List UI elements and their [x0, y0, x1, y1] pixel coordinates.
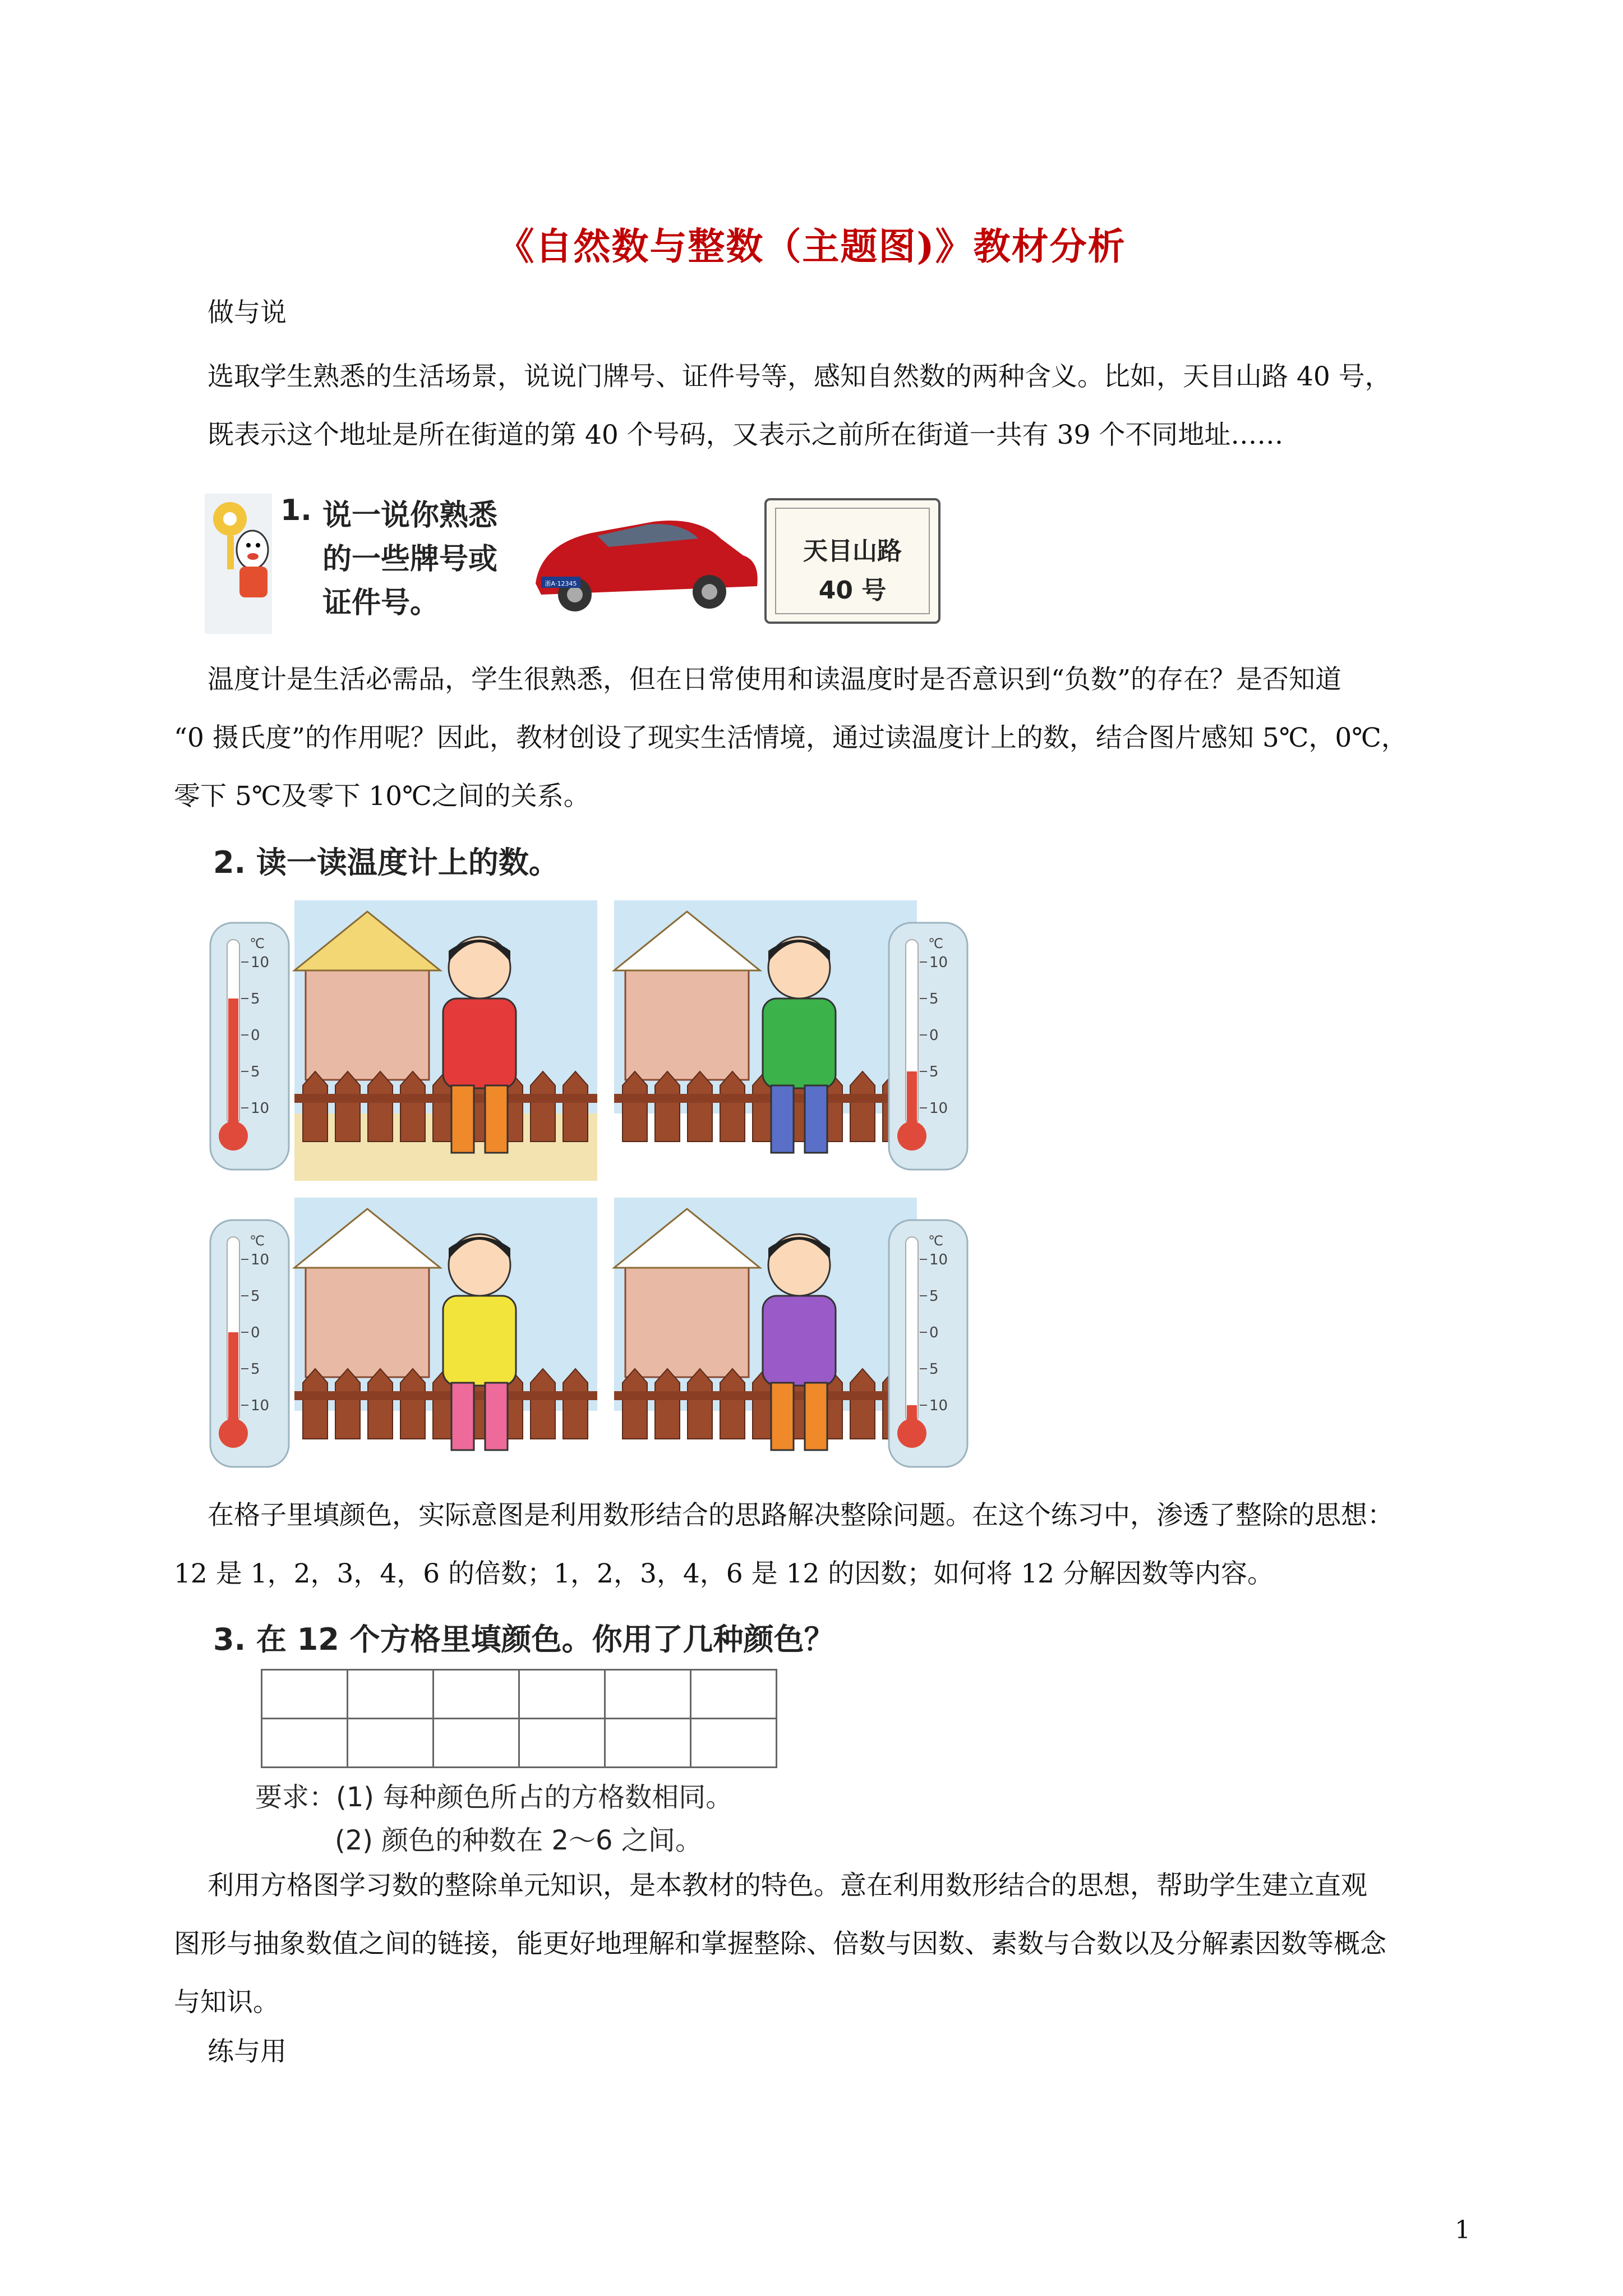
street-sign-line-2: 40 号	[818, 576, 887, 605]
figure-3-grid	[205, 1616, 850, 1857]
paragraph-1-line-1: 选取学生熟悉的生活场景，说说门牌号、证件号等，感知自然数的两种含义。比如，天目山路 40 号，	[208, 361, 1391, 392]
paragraph-4-line-3: 与知识。	[174, 1987, 279, 2018]
grid-row	[262, 1670, 777, 1719]
thermometer-4	[889, 1220, 967, 1467]
thermometer-tick-label: 5	[929, 1288, 939, 1305]
thermometer-bulb	[219, 1419, 248, 1448]
thermometer-tick-label: 10	[251, 1397, 270, 1414]
figure-2-thermometers	[205, 839, 990, 1478]
thermometer-unit: ℃	[928, 1233, 943, 1249]
figure-1-prompt	[322, 494, 497, 625]
child-coat	[443, 999, 516, 1088]
grid-cell[interactable]	[262, 1670, 348, 1719]
figure-2-heading: 2. 读一读温度计上的数。	[213, 845, 559, 880]
fence-post	[623, 1071, 647, 1142]
scene-3	[294, 1198, 597, 1478]
thermometer-tick-label: 10	[929, 1100, 948, 1117]
thermometer-tick-label: 0	[251, 1324, 260, 1341]
thermometer-bulb	[219, 1121, 248, 1151]
section-heading-do-and-say: 做与说	[208, 297, 287, 328]
child-leg	[451, 1383, 474, 1450]
paragraph-2	[174, 651, 1497, 826]
child-leg	[771, 1085, 794, 1153]
grid-cell[interactable]	[434, 1670, 519, 1719]
fence-post	[850, 1369, 875, 1439]
thermometer-bulb	[897, 1419, 926, 1448]
grid-cell[interactable]	[691, 1719, 777, 1768]
section-heading-practice: 练与用	[208, 2036, 287, 2067]
paragraph-2-line-2: “0 摄氏度”的作用呢？因此，教材创设了现实生活情境，通过读温度计上的数，结合图片感知 5℃，0℃，	[174, 723, 1408, 753]
thermometer-1	[210, 923, 289, 1170]
thermometer-tick-label: 5	[251, 1288, 260, 1305]
figure-1-prompt-line-1: 说一说你熟悉	[322, 499, 498, 532]
grid-cell[interactable]	[519, 1719, 605, 1768]
grid-cell[interactable]	[262, 1719, 348, 1768]
fence-post	[563, 1369, 588, 1439]
thermometer-tick-label: 10	[929, 1397, 948, 1414]
figure-2-scenes	[205, 895, 990, 1478]
page-number: 1	[1455, 2216, 1470, 2244]
grid-cell[interactable]	[605, 1719, 691, 1768]
thermometer-bulb	[897, 1121, 926, 1151]
thermometer-tick-label: 10	[251, 1100, 270, 1117]
figure-1-number: 1.	[280, 494, 312, 527]
thermometer-tick-label: 0	[929, 1324, 939, 1341]
grid-cell[interactable]	[348, 1670, 434, 1719]
fence-post	[368, 1071, 393, 1142]
fence-post	[303, 1071, 328, 1142]
thermometer-liquid	[907, 1071, 917, 1125]
thermometer-tick-label: 0	[251, 1027, 260, 1044]
grid-cell[interactable]	[605, 1670, 691, 1719]
house-icon	[306, 1265, 429, 1377]
thermometer-tick-label: 5	[251, 1361, 260, 1378]
requirement-2: (2) 颜色的种数在 2～6 之间。	[335, 1825, 702, 1856]
fence-rail	[614, 1094, 917, 1103]
paragraph-4-line-1: 利用方格图学习数的整除单元知识，是本教材的特色。意在利用数形结合的思想，帮助学生建立直观	[208, 1870, 1367, 1901]
paragraph-3	[174, 1487, 1497, 1603]
fence-post	[655, 1071, 680, 1142]
thermometer-unit: ℃	[250, 936, 265, 951]
page-title: 《自然数与整数（主题图)》教材分析	[497, 224, 1126, 268]
grid-cell[interactable]	[434, 1719, 519, 1768]
street-sign-text	[766, 532, 939, 610]
fence-rail	[294, 1094, 597, 1103]
fence-post	[400, 1071, 425, 1142]
thermometer-tick-label: 10	[929, 954, 948, 971]
grid-cell[interactable]	[348, 1719, 434, 1768]
thermometer-3	[210, 1220, 289, 1467]
thermometer-tick-label: 0	[929, 1027, 939, 1044]
fence-rail	[294, 1391, 597, 1400]
thermometer-tick-label: 5	[251, 991, 260, 1007]
thermometer-tick-label: 5	[929, 991, 939, 1007]
fence-post	[720, 1369, 745, 1439]
child-coat	[763, 1296, 836, 1386]
fence-post	[531, 1071, 555, 1142]
thermometer-tick-label: 5	[929, 1361, 939, 1378]
grid-cell[interactable]	[691, 1670, 777, 1719]
child-coat	[763, 999, 836, 1088]
house-icon	[306, 968, 429, 1080]
fence-post	[850, 1071, 875, 1142]
paragraph-2-line-1: 温度计是生活必需品，学生很熟悉，但在日常使用和读温度时是否意识到“负数”的存在？是否知道	[208, 664, 1342, 695]
grid-row	[262, 1719, 777, 1768]
license-plate: 浙A·12345	[545, 580, 577, 587]
scene-1	[294, 900, 597, 1181]
child-coat	[443, 1296, 516, 1386]
requirement-1: 要求：(1) 每种颜色所占的方格数相同。	[255, 1782, 733, 1813]
scene-2	[614, 900, 917, 1181]
child-leg	[805, 1383, 827, 1450]
thermometer-liquid	[228, 999, 238, 1125]
fence-post	[368, 1369, 393, 1439]
fence-post	[531, 1369, 555, 1439]
paragraph-4-line-2: 图形与抽象数值之间的链接，能更好地理解和掌握整除、倍数与因数、素数与合数以及分解素因数等概念	[174, 1929, 1386, 1959]
house-icon	[625, 1265, 749, 1377]
fence-rail	[614, 1391, 917, 1400]
paragraph-3-line-2: 12 是 1，2，3，4，6 的倍数；1，2，3，4，6 是 12 的因数；如何将 12 分解因数等内容。	[174, 1558, 1274, 1589]
thermometer-unit: ℃	[250, 1233, 265, 1249]
fence-post	[623, 1369, 647, 1439]
scene-4	[614, 1198, 917, 1478]
thermometer-unit: ℃	[928, 936, 943, 951]
fence-post	[563, 1071, 588, 1142]
fence-post	[655, 1369, 680, 1439]
paragraph-3-line-1: 在格子里填颜色，实际意图是利用数形结合的思路解决整除问题。在这个练习中，渗透了整除的思想：	[208, 1500, 1394, 1531]
grid-cell[interactable]	[519, 1670, 605, 1719]
child-leg	[485, 1085, 508, 1153]
thermometer-tube	[906, 1237, 918, 1422]
child-leg	[485, 1383, 508, 1450]
thermometer-tick-label: 10	[929, 1251, 948, 1268]
fence-post	[400, 1369, 425, 1439]
paragraph-1	[208, 348, 1497, 464]
figure-1-prompt-line-2: 的一些牌号或	[322, 542, 498, 576]
fence-post	[688, 1369, 712, 1439]
thermometer-tick-label: 5	[929, 1064, 939, 1080]
figure-1-prompt-line-3: 证件号。	[322, 586, 440, 620]
street-sign-line-1: 天目山路	[803, 537, 902, 565]
child-leg	[771, 1383, 794, 1450]
paragraph-1-line-2: 既表示这个地址是所在街道的第 40 个号码，又表示之前所在街道一共有 39 个不同地址……	[208, 420, 1284, 450]
paragraph-2-line-3: 零下 5℃及零下 10℃之间的关系。	[174, 781, 590, 812]
child-leg	[451, 1085, 474, 1153]
fence-post	[303, 1369, 328, 1439]
thermometer-tick-label: 5	[251, 1064, 260, 1080]
paragraph-4	[174, 1857, 1497, 2032]
fence-post	[335, 1071, 360, 1142]
thermometer-tick-label: 10	[251, 1251, 270, 1268]
fence-post	[335, 1369, 360, 1439]
thermometer-tick-label: 10	[251, 954, 270, 971]
figure-3-heading: 3. 在 12 个方格里填颜色。你用了几种颜色？	[213, 1622, 834, 1657]
thermometer-2	[889, 923, 967, 1170]
child-leg	[805, 1085, 827, 1153]
figure-1-license-plates	[205, 482, 990, 634]
house-icon	[625, 968, 749, 1080]
fence-post	[688, 1071, 712, 1142]
thermometer-liquid	[228, 1332, 238, 1422]
color-grid	[261, 1669, 777, 1768]
red-car-icon	[536, 521, 758, 611]
fence-post	[720, 1071, 745, 1142]
